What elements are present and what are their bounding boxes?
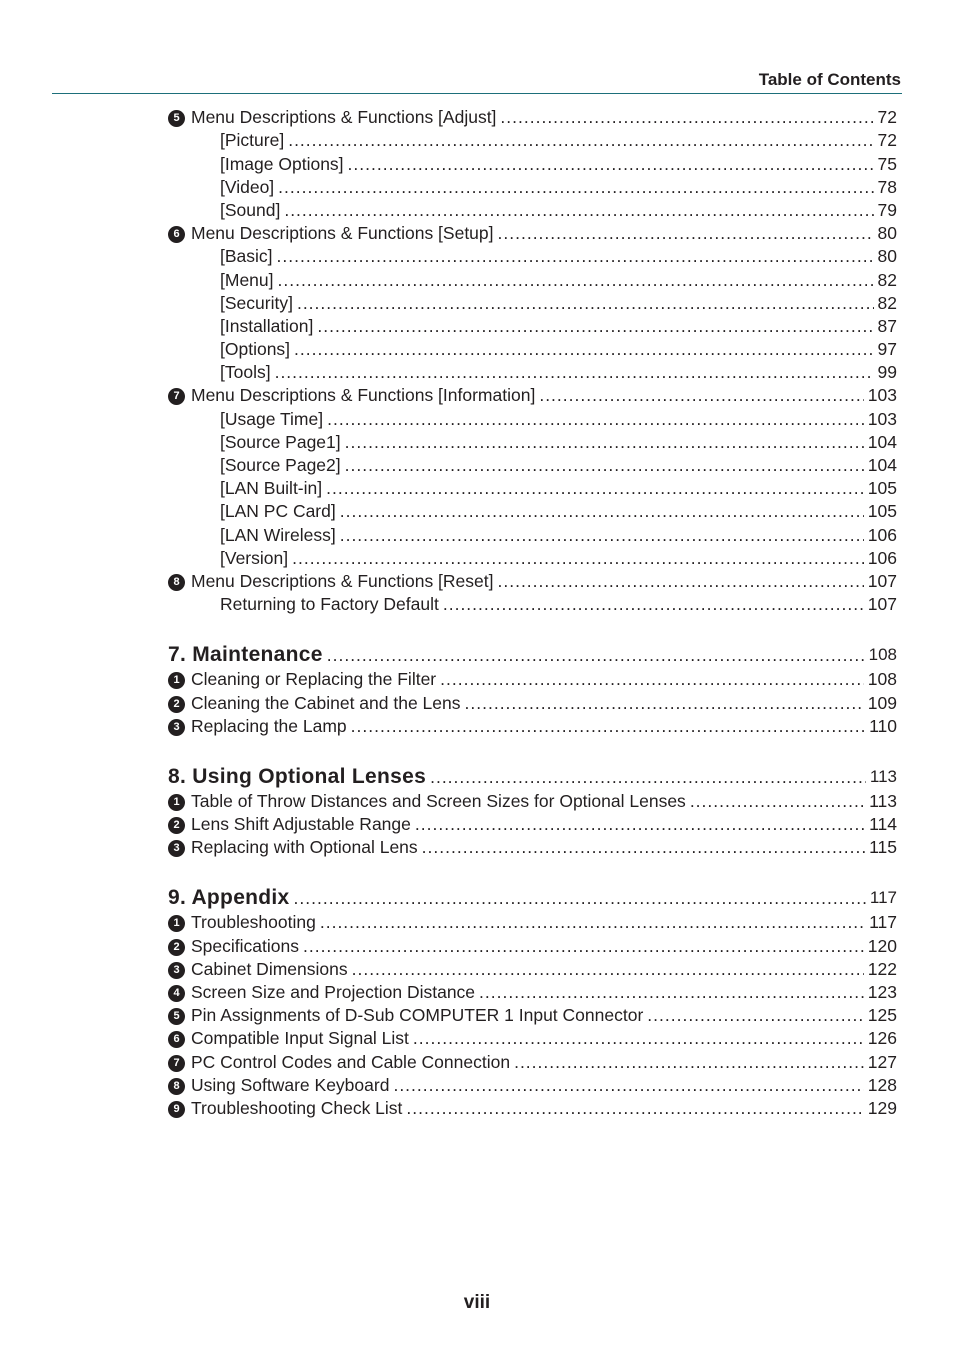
toc-page-number: 79 bbox=[877, 199, 897, 220]
toc-entry[interactable] bbox=[168, 668, 897, 691]
toc-label: Screen Size and Projection Distance bbox=[191, 982, 476, 1002]
toc-page-number: 104 bbox=[867, 431, 897, 452]
toc-label: [Installation] bbox=[220, 315, 314, 336]
section-number-badge: 1 bbox=[168, 672, 185, 689]
toc-chapter[interactable] bbox=[168, 642, 897, 668]
toc-page-number: 72 bbox=[877, 130, 897, 151]
dot-leader bbox=[303, 935, 864, 958]
toc-label: Troubleshooting Check List bbox=[191, 1097, 403, 1118]
toc-page-number: 103 bbox=[867, 408, 897, 429]
toc-label: Replacing the Lamp bbox=[191, 715, 347, 736]
toc-label: [LAN Wireless] bbox=[220, 524, 336, 545]
toc-page-number: 129 bbox=[867, 1097, 897, 1118]
toc-subentry[interactable] bbox=[168, 338, 897, 361]
toc-entry[interactable] bbox=[168, 911, 897, 934]
toc-entry[interactable] bbox=[168, 1097, 897, 1120]
toc-page-number: 113 bbox=[869, 790, 897, 811]
toc-label: [Version] bbox=[220, 547, 289, 568]
section-number-badge: 8 bbox=[168, 1078, 185, 1095]
dot-leader bbox=[284, 199, 873, 222]
toc-page-number: 113 bbox=[869, 766, 897, 786]
toc-page-number: 125 bbox=[867, 1005, 897, 1026]
toc-subentry[interactable] bbox=[168, 152, 897, 175]
toc-entry[interactable] bbox=[168, 958, 897, 981]
dot-leader bbox=[320, 911, 865, 934]
toc-page-number: 72 bbox=[877, 107, 897, 128]
dot-leader bbox=[479, 981, 864, 1004]
section-number-badge: 7 bbox=[168, 388, 185, 405]
toc-label: Returning to Factory Default bbox=[220, 594, 439, 615]
dot-leader bbox=[345, 431, 864, 454]
section-number-badge: 2 bbox=[168, 939, 185, 956]
dot-leader bbox=[440, 668, 864, 691]
dot-leader bbox=[327, 408, 864, 431]
toc-label: [Image Options] bbox=[220, 153, 344, 174]
toc-label: Cleaning the Cabinet and the Lens bbox=[191, 692, 461, 713]
toc-page-number: 108 bbox=[867, 669, 897, 690]
toc-label: [LAN PC Card] bbox=[220, 501, 336, 522]
toc-entry[interactable] bbox=[168, 384, 897, 407]
header-rule bbox=[52, 93, 902, 94]
toc-page-number: 120 bbox=[867, 935, 897, 956]
dot-leader bbox=[443, 593, 864, 616]
dot-leader bbox=[348, 153, 874, 176]
dot-leader bbox=[278, 269, 874, 292]
toc-subentry[interactable] bbox=[168, 199, 897, 222]
toc-label: Specifications bbox=[191, 935, 299, 956]
toc-label: [Usage Time] bbox=[220, 408, 324, 429]
toc-entry[interactable] bbox=[168, 222, 897, 245]
toc-page-number: 126 bbox=[867, 1028, 897, 1049]
toc-label: [Menu] bbox=[220, 269, 274, 290]
toc-entry[interactable] bbox=[168, 934, 897, 957]
section-number-badge: 5 bbox=[168, 1008, 185, 1025]
dot-leader bbox=[415, 813, 865, 836]
toc-page-number: 99 bbox=[877, 362, 897, 383]
toc-subentry[interactable] bbox=[168, 361, 897, 384]
table-of-contents bbox=[168, 106, 897, 1120]
toc-subentry[interactable] bbox=[168, 431, 897, 454]
toc-subentry[interactable] bbox=[168, 315, 897, 338]
toc-label: PC Control Codes and Cable Connection bbox=[191, 1051, 511, 1072]
dot-leader bbox=[351, 715, 865, 738]
toc-subentry[interactable] bbox=[168, 245, 897, 268]
toc-page-number: 103 bbox=[867, 385, 897, 406]
section-number-badge: 1 bbox=[168, 915, 185, 932]
toc-subentry[interactable] bbox=[168, 593, 897, 616]
toc-page-number: 105 bbox=[867, 478, 897, 499]
dot-leader bbox=[430, 764, 866, 790]
toc-subentry[interactable] bbox=[168, 129, 897, 152]
section-number-badge: 9 bbox=[168, 1101, 185, 1118]
dot-leader bbox=[413, 1027, 864, 1050]
dot-leader bbox=[498, 222, 874, 245]
toc-label: [Source Page2] bbox=[220, 455, 341, 475]
section-number-badge: 4 bbox=[168, 985, 185, 1002]
dot-leader bbox=[514, 1051, 864, 1074]
dot-leader bbox=[406, 1097, 863, 1120]
toc-label: Menu Descriptions & Functions [Adjust] bbox=[191, 107, 497, 128]
toc-chapter[interactable] bbox=[168, 885, 897, 911]
section-number-badge: 3 bbox=[168, 962, 185, 979]
toc-subentry[interactable] bbox=[168, 500, 897, 523]
toc-subentry[interactable] bbox=[168, 547, 897, 570]
toc-label: Lens Shift Adjustable Range bbox=[191, 814, 411, 835]
dot-leader bbox=[340, 500, 864, 523]
toc-label: [LAN Built-in] bbox=[220, 478, 323, 499]
dot-leader bbox=[294, 885, 866, 911]
toc-page-number: 115 bbox=[869, 837, 897, 858]
toc-page-number: 105 bbox=[867, 501, 897, 522]
dot-leader bbox=[498, 570, 864, 593]
section-number-badge: 6 bbox=[168, 226, 185, 243]
dot-leader bbox=[340, 524, 864, 547]
dot-leader bbox=[465, 692, 864, 715]
toc-page-number: 128 bbox=[867, 1074, 897, 1095]
dot-leader bbox=[393, 1074, 863, 1097]
running-header-title: Table of Contents bbox=[758, 70, 901, 89]
section-number-badge: 6 bbox=[168, 1031, 185, 1048]
toc-label: Replacing with Optional Lens bbox=[191, 837, 418, 858]
toc-label: [Basic] bbox=[220, 246, 273, 267]
toc-entry[interactable] bbox=[168, 106, 897, 129]
toc-page-number: 106 bbox=[867, 547, 897, 568]
toc-label: 9. Appendix bbox=[168, 886, 290, 910]
section-number-badge: 3 bbox=[168, 840, 185, 857]
toc-label: [Video] bbox=[220, 176, 275, 197]
toc-label: Cabinet Dimensions bbox=[191, 958, 348, 979]
toc-label: Cleaning or Replacing the Filter bbox=[191, 669, 437, 690]
toc-page-number: 127 bbox=[867, 1051, 897, 1072]
toc-label: [Source Page1] bbox=[220, 431, 341, 452]
dot-leader bbox=[500, 106, 873, 129]
toc-entry[interactable] bbox=[168, 790, 897, 813]
toc-page-number: 97 bbox=[877, 339, 897, 360]
toc-label: 8. Using Optional Lenses bbox=[168, 764, 427, 788]
toc-entry[interactable] bbox=[168, 836, 897, 859]
toc-page-number: 117 bbox=[869, 888, 897, 908]
toc-label: Menu Descriptions & Functions [Setup] bbox=[191, 223, 494, 244]
dot-leader bbox=[352, 958, 864, 981]
toc-page-number: 117 bbox=[869, 912, 897, 933]
dot-leader bbox=[345, 454, 864, 477]
section-number-badge: 2 bbox=[168, 817, 185, 834]
toc-page-number: 107 bbox=[867, 594, 897, 615]
section-number-badge: 5 bbox=[168, 110, 185, 127]
toc-label: Pin Assignments of D-Sub COMPUTER 1 Input Connector bbox=[191, 1005, 644, 1026]
toc-page-number: 123 bbox=[867, 982, 897, 1002]
toc-entry[interactable] bbox=[168, 981, 897, 1004]
toc-page-number: 107 bbox=[867, 570, 897, 591]
toc-label: [Security] bbox=[220, 292, 293, 313]
page-number: viii bbox=[463, 1292, 491, 1313]
toc-page-number: 104 bbox=[867, 455, 897, 475]
toc-label: Menu Descriptions & Functions [Reset] bbox=[191, 570, 494, 591]
dot-leader bbox=[690, 790, 865, 813]
toc-page-number: 80 bbox=[877, 246, 897, 267]
toc-subentry[interactable] bbox=[168, 523, 897, 546]
toc-label: [Options] bbox=[220, 339, 291, 360]
toc-page-number: 114 bbox=[869, 814, 897, 835]
toc-subentry[interactable] bbox=[168, 407, 897, 430]
toc-label: Troubleshooting bbox=[191, 912, 316, 933]
section-number-badge: 1 bbox=[168, 794, 185, 811]
section-number-badge: 2 bbox=[168, 696, 185, 713]
dot-leader bbox=[326, 477, 864, 500]
toc-entry[interactable] bbox=[168, 1027, 897, 1050]
toc-entry[interactable] bbox=[168, 715, 897, 738]
toc-page-number: 80 bbox=[877, 223, 897, 244]
toc-subentry[interactable] bbox=[168, 176, 897, 199]
toc-subentry[interactable] bbox=[168, 292, 897, 315]
dot-leader bbox=[327, 642, 865, 668]
dot-leader bbox=[297, 292, 874, 315]
dot-leader bbox=[647, 1004, 864, 1027]
section-number-badge: 3 bbox=[168, 719, 185, 736]
toc-entry[interactable] bbox=[168, 1050, 897, 1073]
dot-leader bbox=[288, 129, 873, 152]
toc-chapter[interactable] bbox=[168, 764, 897, 790]
toc-page-number: 106 bbox=[867, 524, 897, 545]
toc-entry[interactable] bbox=[168, 570, 897, 593]
toc-page-number: 75 bbox=[877, 153, 897, 174]
dot-leader bbox=[539, 384, 863, 407]
section-number-badge: 7 bbox=[168, 1055, 185, 1072]
toc-page-number: 82 bbox=[877, 269, 897, 290]
toc-entry[interactable] bbox=[168, 691, 897, 714]
toc-page-number: 82 bbox=[877, 292, 897, 313]
toc-label: Menu Descriptions & Functions [Information] bbox=[191, 385, 536, 406]
toc-page-number: 122 bbox=[867, 958, 897, 979]
dot-leader bbox=[278, 176, 873, 199]
dot-leader bbox=[277, 245, 874, 268]
dot-leader bbox=[317, 315, 873, 338]
toc-entry[interactable] bbox=[168, 1074, 897, 1097]
toc-label: Table of Throw Distances and Screen Sizes for Optional Lenses bbox=[191, 790, 686, 811]
toc-label: Compatible Input Signal List bbox=[191, 1028, 409, 1049]
toc-entry[interactable] bbox=[168, 813, 897, 836]
toc-page-number: 87 bbox=[877, 315, 897, 336]
toc-page-number: 110 bbox=[869, 715, 897, 736]
toc-subentry[interactable] bbox=[168, 268, 897, 291]
toc-subentry[interactable] bbox=[168, 477, 897, 500]
toc-page-number: 109 bbox=[867, 692, 897, 713]
toc-page-number: 108 bbox=[868, 645, 897, 665]
section-number-badge: 8 bbox=[168, 574, 185, 591]
dot-leader bbox=[294, 338, 873, 361]
dot-leader bbox=[422, 836, 865, 859]
toc-label: [Sound] bbox=[220, 199, 281, 220]
toc-subentry[interactable] bbox=[168, 454, 897, 477]
dot-leader bbox=[292, 547, 864, 570]
toc-label: 7. Maintenance bbox=[168, 643, 323, 667]
dot-leader bbox=[275, 361, 874, 384]
toc-entry[interactable] bbox=[168, 1004, 897, 1027]
toc-label: Using Software Keyboard bbox=[191, 1074, 390, 1095]
toc-label: [Picture] bbox=[220, 130, 285, 151]
toc-page-number: 78 bbox=[877, 176, 897, 197]
toc-label: [Tools] bbox=[220, 362, 271, 383]
